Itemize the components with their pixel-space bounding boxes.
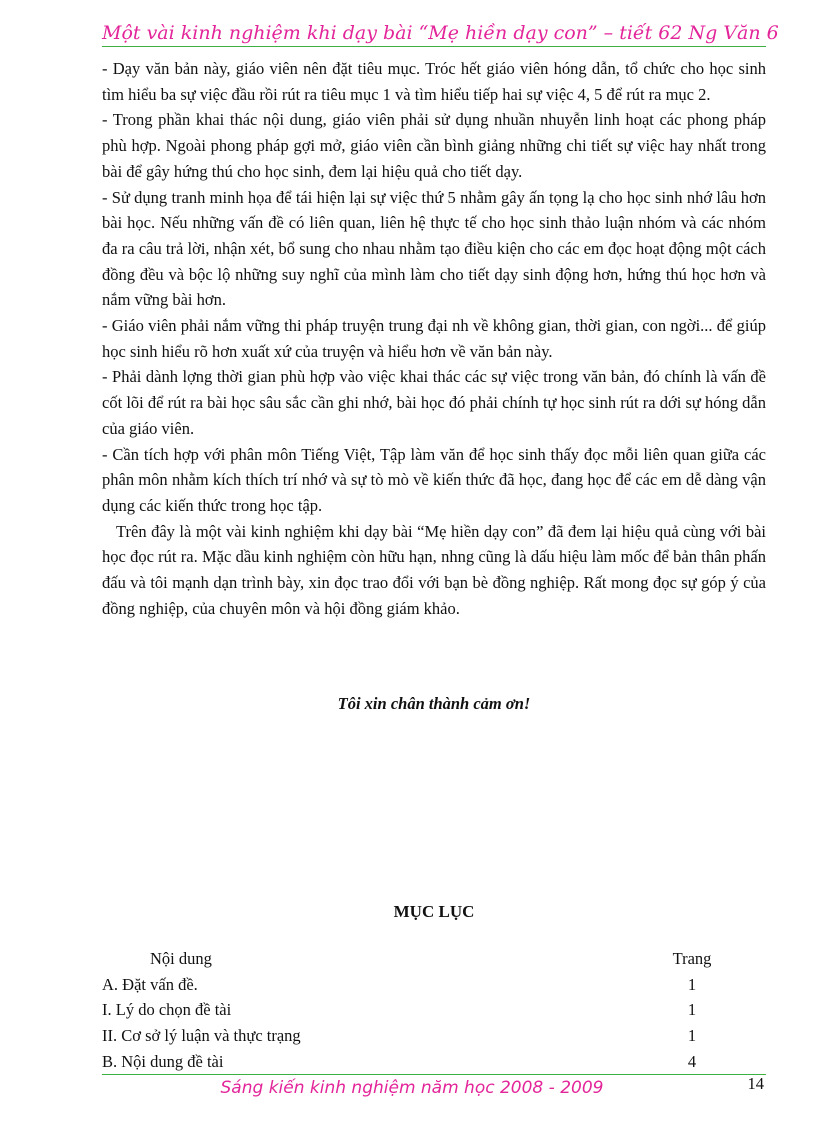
paragraph: - Sử dụng tranh minh họa để tái hiện lại sự việc thứ 5 nhằm gây ấn tọng lạ cho học sinh nhớ lâu hơn bài học. Nếu những vấn đề có liên quan, liên hệ thực tế cho học sinh thảo luận nhóm và các nhóm đa ra câu trả lời, nhận xét, bổ sung cho nhau nhằm tạo điều kiện cho các em đọc hoạt động một cách đồng đều và bộc lộ những suy nghĩ của mình làm cho tiết dạy sinh động hơn, hứng thú học hơn và nắm vững bài hơn. — [102, 187, 766, 310]
toc-row — [102, 997, 722, 1023]
toc-col-page-header: Trang — [672, 949, 712, 968]
toc-entry-page: 4 — [687, 1051, 697, 1071]
toc-entry-page: 1 — [687, 974, 697, 994]
conclusion-paragraph: Trên đây là một vài kinh nghiệm khi dạy bài “Mẹ hiền dạy con” đã đem lại hiệu quả cùng với bài học đọc rút ra. Mặc dầu kinh nghiệm còn hữu hạn, nhng cũng là dấu hiệu làm mốc để bản thân phấn đấu và tôi mạnh dạn trình bày, xin đọc trao đổi với bạn bè đồng nghiệp. Rất mong đọc sự góp ý của đồng nghiệp, của chuyên môn và hội đồng giám khảo. — [102, 521, 766, 618]
paragraph: - Phải dành lợng thời gian phù hợp vào việc khai thác các sự việc trong văn bản, đó chính là vấn đề cốt lõi để rút ra bài học sâu sắc cần ghi nhớ, bài học đó phải chính tự học sinh rút ra dới sự hóng dẫn của giáo viên. — [102, 367, 766, 438]
toc-header-row — [102, 946, 722, 972]
page-header — [102, 20, 779, 47]
toc-row — [102, 1023, 722, 1049]
paragraph: - Trong phần khai thác nội dung, giáo viên phải sử dụng nhuần nhuyễn linh hoạt các phong pháp phù hợp. Ngoài phong pháp gợi mở, giáo viên cần bình giảng những chi tiết sự việc hay nhất trong bài để gây hứng thú cho học sinh, đem lại hiệu quả cho tiết dạy. — [102, 110, 766, 181]
closing-thanks: Tôi xin chân thành cảm ơn! — [337, 694, 531, 713]
toc-entry-page: 1 — [687, 1026, 697, 1046]
toc-entry-label: B. Nội dung đề tài — [102, 1051, 224, 1071]
header-title: Một vài kinh nghiệm khi dạy bài “Mẹ hiền dạy con” – tiết 62 Ng Văn 6 — [102, 22, 779, 44]
toc-entry-label: I. Lý do chọn đề tài — [102, 1000, 232, 1020]
toc-row — [102, 1049, 722, 1075]
page-number: 14 — [747, 1074, 764, 1093]
document-body — [102, 56, 766, 621]
paragraph: - Dạy văn bản này, giáo viên nên đặt tiêu mục. Tróc hết giáo viên hóng dẫn, tổ chức cho học sinh tìm hiểu ba sự việc đầu rồi rút ra tiêu mục 1 và tìm hiểu tiếp hai sự việc 4, 5 để rút ra mục 2. — [102, 59, 766, 104]
toc-entry-page: 1 — [687, 1000, 697, 1020]
toc-row — [102, 972, 722, 998]
footer-text: Sáng kiến kinh nghiệm năm học 2008 - 2009 — [220, 1078, 604, 1098]
table-of-contents — [102, 946, 722, 1074]
toc-entry-label: A. Đặt vấn đề. — [102, 974, 198, 994]
paragraph: - Giáo viên phải nắm vững thi pháp truyện trung đại nh về không gian, thời gian, con ngời... để giúp học sinh hiểu rõ hơn xuất xứ của truyện và hiểu hơn về văn bản này. — [102, 316, 766, 361]
paragraph: - Cần tích hợp với phân môn Tiếng Việt, Tập làm văn để học sinh thấy đọc mỗi liên quan giữa các phân môn nhằm kích thích trí nhớ và sự tò mò về kiến thức đã học, đang học để các em dễ dàng vận dụng các kiến thức trong học tập. — [102, 444, 766, 515]
toc-col-content-header: Nội dung — [150, 949, 212, 968]
page-footer — [102, 1074, 766, 1103]
toc-entry-label: II. Cơ sở lý luận và thực trạng — [102, 1026, 301, 1046]
toc-title: MỤC LỤC — [393, 902, 475, 921]
